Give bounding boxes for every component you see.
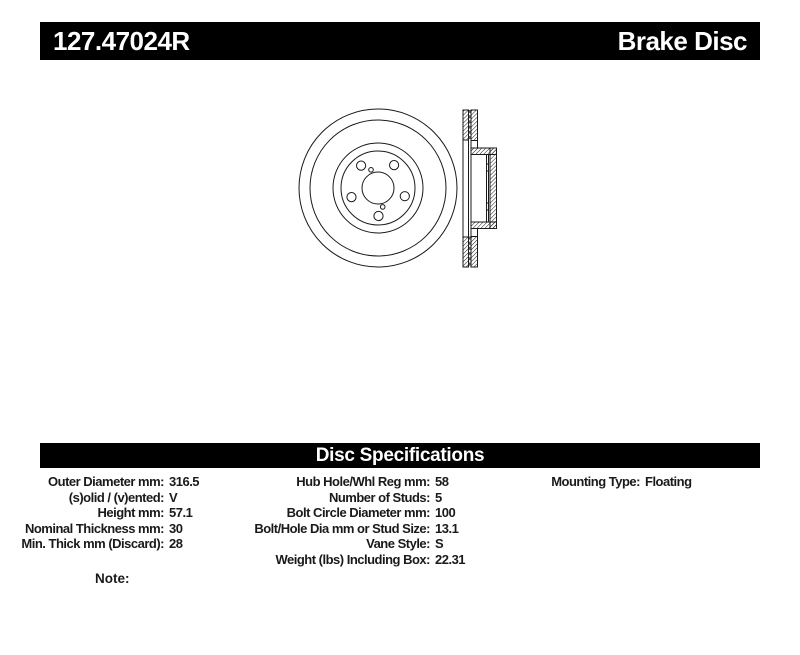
spec-value: 30 <box>169 520 183 536</box>
spec-row-bolt-hole-dia <box>0 521 465 537</box>
spec-value: Floating <box>645 474 692 489</box>
spec-label: Hub Hole/Whl Reg mm: <box>296 474 430 489</box>
spec-label: Bolt Circle Diameter mm: <box>286 505 430 520</box>
spec-value: 22.31 <box>435 551 466 567</box>
spec-value: V <box>169 489 178 505</box>
part-number: 127.47024R <box>53 25 190 56</box>
spec-label: Weight (lbs) Including Box: <box>275 551 430 567</box>
spec-label: Height mm: <box>97 505 164 520</box>
disc-cross-section-icon <box>463 110 497 267</box>
spec-value: 100 <box>435 505 456 520</box>
spec-label: Number of Studs: <box>328 489 430 505</box>
spec-value: 57.1 <box>169 505 193 520</box>
spec-value: 13.1 <box>435 520 459 536</box>
spec-value: 5 <box>435 489 442 505</box>
disc-front-view-icon <box>299 109 457 267</box>
disc-specifications-title: Disc Specifications <box>315 444 485 466</box>
spec-label: Vane Style: <box>366 536 430 551</box>
spec-row-weight <box>0 552 465 568</box>
spec-label: Nominal Thickness mm: <box>24 520 164 536</box>
product-title: Brake Disc <box>617 25 747 56</box>
spec-label: Min. Thick mm (Discard): <box>21 536 164 551</box>
spec-value: S <box>435 536 444 551</box>
spec-label: Outer Diameter mm: <box>48 474 164 489</box>
spec-label: Mounting Type: <box>551 474 640 489</box>
spec-label: Bolt/Hole Dia mm or Stud Size: <box>254 520 430 536</box>
spec-row-bolt-circle-diameter <box>0 505 465 521</box>
disc-specifications-header <box>40 443 760 468</box>
spec-row-mounting-type <box>0 474 692 490</box>
note-label: Note: <box>95 571 130 586</box>
spec-value: 58 <box>435 474 449 489</box>
spec-row-vane-style <box>0 536 465 552</box>
spec-value: 316.5 <box>169 474 200 489</box>
spec-row-number-of-studs <box>0 490 465 506</box>
spec-value: 28 <box>169 536 183 551</box>
spec-label: (s)olid / (v)ented: <box>68 489 164 505</box>
spec-column-right <box>0 474 692 490</box>
